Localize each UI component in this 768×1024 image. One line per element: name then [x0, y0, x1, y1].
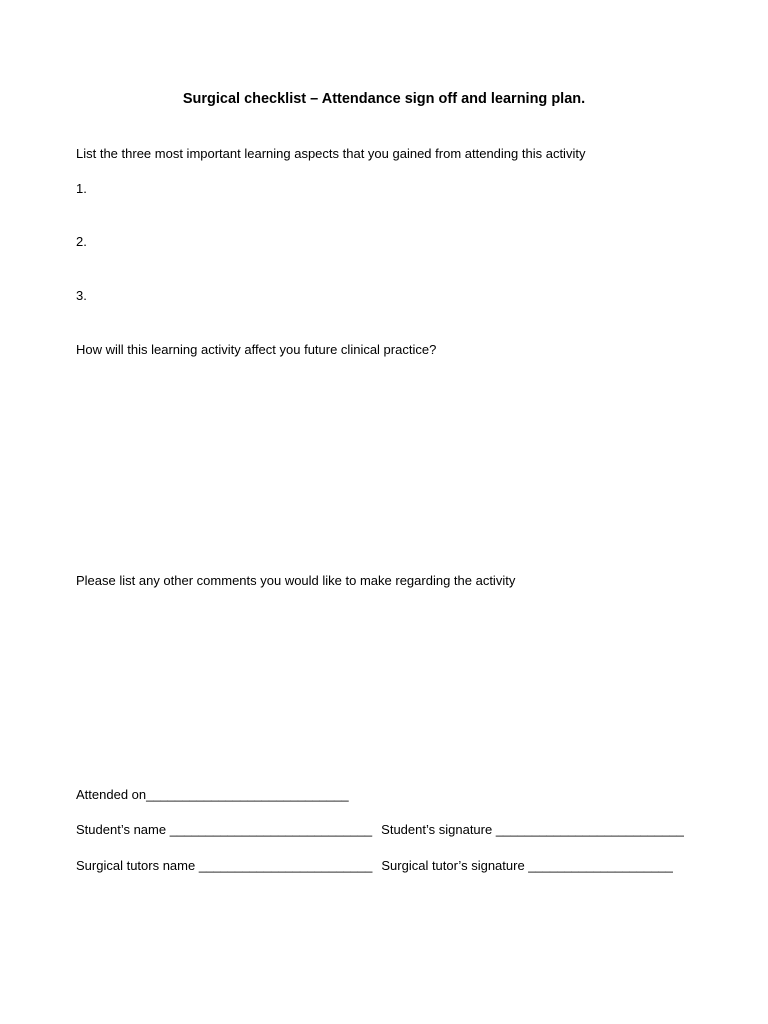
learning-item-2: 2. — [76, 234, 87, 249]
tutor-row — [76, 858, 673, 874]
other-comments-question: Please list any other comments you would like to make regarding the activity — [76, 573, 516, 588]
learning-aspects-prompt: List the three most important learning aspects that you gained from attending this activity — [76, 146, 586, 161]
student-name-field: Student’s name ____________________________ — [76, 822, 373, 837]
tutor-signature-field: Surgical tutor’s signature ____________________ — [381, 858, 673, 873]
learning-item-1: 1. — [76, 181, 87, 196]
student-row — [76, 822, 684, 838]
tutor-name-field: Surgical tutors name ________________________ — [76, 858, 373, 873]
student-signature-field: Student’s signature __________________________ — [381, 822, 684, 837]
clinical-practice-question: How will this learning activity affect you future clinical practice? — [76, 342, 437, 357]
learning-item-3: 3. — [76, 288, 87, 303]
attended-on-field: Attended on____________________________ — [76, 787, 349, 802]
document-title: Surgical checklist – Attendance sign off and learning plan. — [182, 91, 586, 107]
